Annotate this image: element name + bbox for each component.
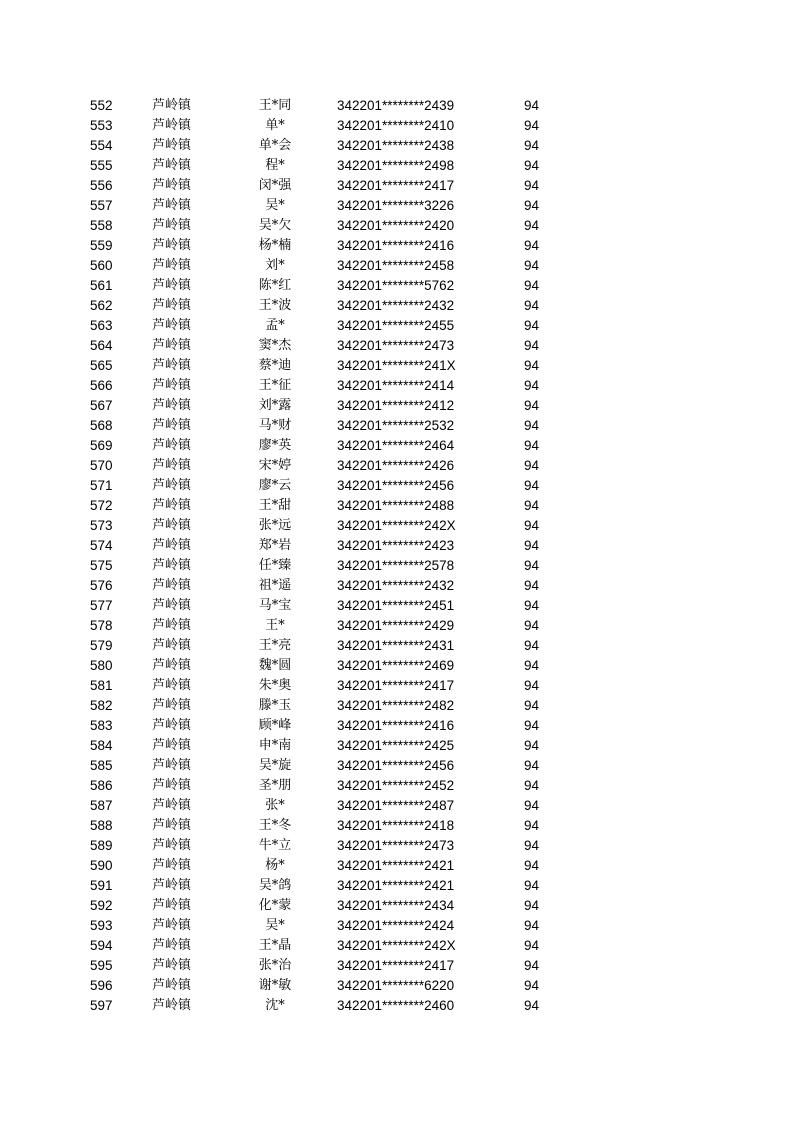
town-name: 芦岭镇 xyxy=(152,438,192,453)
person-name: 顾*峰 xyxy=(258,718,292,733)
person-name: 单*会 xyxy=(258,138,292,153)
id-number: 342201********2425 xyxy=(337,738,455,753)
town-name: 芦岭镇 xyxy=(152,798,192,813)
score-value: 94 xyxy=(524,878,540,893)
table-row xyxy=(0,416,794,436)
score-value: 94 xyxy=(524,198,540,213)
id-number: 342201********3226 xyxy=(337,198,455,213)
table-row xyxy=(0,256,794,276)
id-number: 342201********2469 xyxy=(337,658,455,673)
row-number: 588 xyxy=(90,818,113,833)
person-name: 牛*立 xyxy=(258,838,292,853)
row-number: 594 xyxy=(90,938,113,953)
table-row xyxy=(0,996,794,1016)
person-name: 吴* xyxy=(265,198,285,213)
score-value: 94 xyxy=(524,318,540,333)
score-value: 94 xyxy=(524,338,540,353)
id-number: 342201********2424 xyxy=(337,918,455,933)
id-number: 342201********2432 xyxy=(337,578,455,593)
id-number: 342201********6220 xyxy=(337,978,455,993)
table-row xyxy=(0,936,794,956)
person-name: 任*臻 xyxy=(258,558,292,573)
id-number: 342201********242X xyxy=(337,938,456,953)
row-number: 586 xyxy=(90,778,113,793)
row-number: 556 xyxy=(90,178,113,193)
id-number: 342201********2414 xyxy=(337,378,455,393)
person-name: 程* xyxy=(265,158,285,173)
table-row xyxy=(0,296,794,316)
row-number: 565 xyxy=(90,358,113,373)
person-name: 王* xyxy=(265,618,285,633)
score-value: 94 xyxy=(524,838,540,853)
row-number: 575 xyxy=(90,558,113,573)
town-name: 芦岭镇 xyxy=(152,318,192,333)
person-name: 窦*杰 xyxy=(258,338,292,353)
person-name: 吴* xyxy=(265,918,285,933)
town-name: 芦岭镇 xyxy=(152,478,192,493)
row-number: 580 xyxy=(90,658,113,673)
table-row xyxy=(0,656,794,676)
town-name: 芦岭镇 xyxy=(152,758,192,773)
table-row xyxy=(0,216,794,236)
score-value: 94 xyxy=(524,898,540,913)
row-number: 570 xyxy=(90,458,113,473)
table-row xyxy=(0,736,794,756)
row-number: 581 xyxy=(90,678,113,693)
id-number: 342201********2417 xyxy=(337,178,455,193)
table-row xyxy=(0,476,794,496)
id-number: 342201********2420 xyxy=(337,218,455,233)
table-row xyxy=(0,976,794,996)
table-row xyxy=(0,456,794,476)
town-name: 芦岭镇 xyxy=(152,258,192,273)
score-value: 94 xyxy=(524,298,540,313)
row-number: 572 xyxy=(90,498,113,513)
town-name: 芦岭镇 xyxy=(152,698,192,713)
row-number: 557 xyxy=(90,198,113,213)
town-name: 芦岭镇 xyxy=(152,558,192,573)
score-value: 94 xyxy=(524,238,540,253)
person-name: 刘*露 xyxy=(258,398,292,413)
score-value: 94 xyxy=(524,578,540,593)
row-number: 559 xyxy=(90,238,113,253)
id-number: 342201********2417 xyxy=(337,958,455,973)
person-name: 蔡*迪 xyxy=(258,358,292,373)
score-value: 94 xyxy=(524,438,540,453)
town-name: 芦岭镇 xyxy=(152,638,192,653)
score-value: 94 xyxy=(524,358,540,373)
id-number: 342201********2410 xyxy=(337,118,455,133)
row-number: 552 xyxy=(90,98,113,113)
person-name: 滕*玉 xyxy=(258,698,292,713)
town-name: 芦岭镇 xyxy=(152,518,192,533)
town-name: 芦岭镇 xyxy=(152,278,192,293)
row-number: 592 xyxy=(90,898,113,913)
id-number: 342201********2416 xyxy=(337,238,455,253)
row-number: 587 xyxy=(90,798,113,813)
town-name: 芦岭镇 xyxy=(152,778,192,793)
score-value: 94 xyxy=(524,958,540,973)
id-number: 342201********2429 xyxy=(337,618,455,633)
row-number: 578 xyxy=(90,618,113,633)
score-value: 94 xyxy=(524,858,540,873)
score-value: 94 xyxy=(524,538,540,553)
id-number: 342201********2434 xyxy=(337,898,455,913)
person-name: 郑*岩 xyxy=(258,538,292,553)
town-name: 芦岭镇 xyxy=(152,298,192,313)
row-number: 579 xyxy=(90,638,113,653)
score-value: 94 xyxy=(524,138,540,153)
table-row xyxy=(0,856,794,876)
table-row xyxy=(0,196,794,216)
town-name: 芦岭镇 xyxy=(152,378,192,393)
id-number: 342201********241X xyxy=(337,358,456,373)
row-number: 595 xyxy=(90,958,113,973)
person-name: 张*治 xyxy=(258,958,292,973)
person-name: 圣*朋 xyxy=(258,778,292,793)
person-name: 马*宝 xyxy=(258,598,292,613)
table-row xyxy=(0,136,794,156)
score-value: 94 xyxy=(524,678,540,693)
town-name: 芦岭镇 xyxy=(152,678,192,693)
row-number: 573 xyxy=(90,518,113,533)
score-value: 94 xyxy=(524,598,540,613)
id-number: 342201********2464 xyxy=(337,438,455,453)
person-name: 杨*楠 xyxy=(258,238,292,253)
town-name: 芦岭镇 xyxy=(152,498,192,513)
id-number: 342201********2458 xyxy=(337,258,455,273)
row-number: 564 xyxy=(90,338,113,353)
row-number: 566 xyxy=(90,378,113,393)
row-number: 584 xyxy=(90,738,113,753)
person-name: 杨* xyxy=(265,858,285,873)
score-value: 94 xyxy=(524,278,540,293)
person-name: 陈*红 xyxy=(258,278,292,293)
score-value: 94 xyxy=(524,718,540,733)
table-row xyxy=(0,576,794,596)
town-name: 芦岭镇 xyxy=(152,618,192,633)
person-name: 廖*英 xyxy=(258,438,292,453)
id-number: 342201********2412 xyxy=(337,398,455,413)
table-row xyxy=(0,236,794,256)
table-row xyxy=(0,716,794,736)
row-number: 574 xyxy=(90,538,113,553)
score-value: 94 xyxy=(524,258,540,273)
table-row xyxy=(0,536,794,556)
id-number: 342201********2431 xyxy=(337,638,455,653)
town-name: 芦岭镇 xyxy=(152,738,192,753)
town-name: 芦岭镇 xyxy=(152,658,192,673)
score-value: 94 xyxy=(524,178,540,193)
id-number: 342201********2482 xyxy=(337,698,455,713)
row-number: 583 xyxy=(90,718,113,733)
table-row xyxy=(0,616,794,636)
person-name: 祖*遥 xyxy=(258,578,292,593)
person-name: 廖*云 xyxy=(258,478,292,493)
id-number: 342201********5762 xyxy=(337,278,455,293)
score-value: 94 xyxy=(524,418,540,433)
town-name: 芦岭镇 xyxy=(152,458,192,473)
score-value: 94 xyxy=(524,98,540,113)
person-name: 王*亮 xyxy=(258,638,292,653)
id-number: 342201********2421 xyxy=(337,858,455,873)
score-value: 94 xyxy=(524,978,540,993)
row-number: 571 xyxy=(90,478,113,493)
person-name: 王*甜 xyxy=(258,498,292,513)
person-name: 马*财 xyxy=(258,418,292,433)
id-number: 342201********2488 xyxy=(337,498,455,513)
table-row xyxy=(0,896,794,916)
score-value: 94 xyxy=(524,658,540,673)
row-number: 554 xyxy=(90,138,113,153)
table-row xyxy=(0,696,794,716)
town-name: 芦岭镇 xyxy=(152,578,192,593)
score-value: 94 xyxy=(524,798,540,813)
table-row xyxy=(0,676,794,696)
person-name: 王*冬 xyxy=(258,818,292,833)
row-number: 590 xyxy=(90,858,113,873)
id-number: 342201********2473 xyxy=(337,338,455,353)
score-value: 94 xyxy=(524,938,540,953)
person-name: 吴*鸽 xyxy=(258,878,292,893)
person-name: 宋*婷 xyxy=(258,458,292,473)
town-name: 芦岭镇 xyxy=(152,138,192,153)
town-name: 芦岭镇 xyxy=(152,818,192,833)
row-number: 567 xyxy=(90,398,113,413)
town-name: 芦岭镇 xyxy=(152,418,192,433)
id-number: 342201********2452 xyxy=(337,778,455,793)
person-name: 单* xyxy=(265,118,285,133)
id-number: 342201********2532 xyxy=(337,418,455,433)
table-row xyxy=(0,636,794,656)
id-number: 342201********2421 xyxy=(337,878,455,893)
town-name: 芦岭镇 xyxy=(152,358,192,373)
table-row xyxy=(0,316,794,336)
id-number: 342201********2451 xyxy=(337,598,455,613)
table-row xyxy=(0,496,794,516)
town-name: 芦岭镇 xyxy=(152,998,192,1013)
town-name: 芦岭镇 xyxy=(152,878,192,893)
table-row xyxy=(0,756,794,776)
town-name: 芦岭镇 xyxy=(152,898,192,913)
town-name: 芦岭镇 xyxy=(152,958,192,973)
row-number: 582 xyxy=(90,698,113,713)
table-row xyxy=(0,556,794,576)
table-row xyxy=(0,916,794,936)
person-name: 沈* xyxy=(265,998,285,1013)
score-value: 94 xyxy=(524,738,540,753)
person-name: 朱*奥 xyxy=(258,678,292,693)
id-number: 342201********242X xyxy=(337,518,456,533)
row-number: 597 xyxy=(90,998,113,1013)
person-name: 吴*旋 xyxy=(258,758,292,773)
table-row xyxy=(0,376,794,396)
table-row xyxy=(0,796,794,816)
person-name: 张*远 xyxy=(258,518,292,533)
id-number: 342201********2473 xyxy=(337,838,455,853)
score-value: 94 xyxy=(524,218,540,233)
score-value: 94 xyxy=(524,378,540,393)
town-name: 芦岭镇 xyxy=(152,118,192,133)
table-row xyxy=(0,776,794,796)
person-name: 谢*敏 xyxy=(258,978,292,993)
id-number: 342201********2460 xyxy=(337,998,455,1013)
table-row xyxy=(0,176,794,196)
town-name: 芦岭镇 xyxy=(152,98,192,113)
table-row xyxy=(0,396,794,416)
table-row xyxy=(0,276,794,296)
id-number: 342201********2423 xyxy=(337,538,455,553)
table-row xyxy=(0,876,794,896)
id-number: 342201********2456 xyxy=(337,478,455,493)
score-value: 94 xyxy=(524,758,540,773)
table-row xyxy=(0,336,794,356)
table-row xyxy=(0,836,794,856)
id-number: 342201********2426 xyxy=(337,458,455,473)
table-row xyxy=(0,596,794,616)
town-name: 芦岭镇 xyxy=(152,718,192,733)
town-name: 芦岭镇 xyxy=(152,238,192,253)
row-number: 560 xyxy=(90,258,113,273)
id-number: 342201********2455 xyxy=(337,318,455,333)
person-name: 王*波 xyxy=(258,298,292,313)
town-name: 芦岭镇 xyxy=(152,978,192,993)
person-name: 王*征 xyxy=(258,378,292,393)
row-number: 576 xyxy=(90,578,113,593)
row-number: 585 xyxy=(90,758,113,773)
town-name: 芦岭镇 xyxy=(152,398,192,413)
table-row xyxy=(0,116,794,136)
score-value: 94 xyxy=(524,118,540,133)
person-name: 魏*圆 xyxy=(258,658,292,673)
id-number: 342201********2456 xyxy=(337,758,455,773)
row-number: 553 xyxy=(90,118,113,133)
town-name: 芦岭镇 xyxy=(152,538,192,553)
row-number: 593 xyxy=(90,918,113,933)
id-number: 342201********2498 xyxy=(337,158,455,173)
person-name: 王*晶 xyxy=(258,938,292,953)
score-value: 94 xyxy=(524,478,540,493)
table-row xyxy=(0,356,794,376)
town-name: 芦岭镇 xyxy=(152,178,192,193)
town-name: 芦岭镇 xyxy=(152,338,192,353)
row-number: 577 xyxy=(90,598,113,613)
score-value: 94 xyxy=(524,818,540,833)
id-number: 342201********2417 xyxy=(337,678,455,693)
town-name: 芦岭镇 xyxy=(152,938,192,953)
person-name: 张* xyxy=(265,798,285,813)
row-number: 555 xyxy=(90,158,113,173)
score-value: 94 xyxy=(524,618,540,633)
row-number: 561 xyxy=(90,278,113,293)
town-name: 芦岭镇 xyxy=(152,218,192,233)
table-row xyxy=(0,156,794,176)
id-number: 342201********2432 xyxy=(337,298,455,313)
score-value: 94 xyxy=(524,398,540,413)
row-number: 558 xyxy=(90,218,113,233)
table-row xyxy=(0,96,794,116)
town-name: 芦岭镇 xyxy=(152,858,192,873)
row-number: 569 xyxy=(90,438,113,453)
score-value: 94 xyxy=(524,558,540,573)
person-name: 申*南 xyxy=(258,738,292,753)
person-name: 孟* xyxy=(265,318,285,333)
score-value: 94 xyxy=(524,778,540,793)
id-number: 342201********2418 xyxy=(337,818,455,833)
row-number: 562 xyxy=(90,298,113,313)
score-value: 94 xyxy=(524,498,540,513)
row-number: 589 xyxy=(90,838,113,853)
table-row xyxy=(0,816,794,836)
row-number: 591 xyxy=(90,878,113,893)
town-name: 芦岭镇 xyxy=(152,838,192,853)
person-name: 吴*欠 xyxy=(258,218,292,233)
person-name: 闵*强 xyxy=(258,178,292,193)
score-value: 94 xyxy=(524,638,540,653)
person-name: 刘* xyxy=(265,258,285,273)
id-number: 342201********2438 xyxy=(337,138,455,153)
table-row xyxy=(0,956,794,976)
row-number: 568 xyxy=(90,418,113,433)
row-number: 596 xyxy=(90,978,113,993)
score-value: 94 xyxy=(524,918,540,933)
town-name: 芦岭镇 xyxy=(152,598,192,613)
id-number: 342201********2578 xyxy=(337,558,455,573)
score-value: 94 xyxy=(524,518,540,533)
table-row xyxy=(0,516,794,536)
table-row xyxy=(0,436,794,456)
score-value: 94 xyxy=(524,998,540,1013)
score-value: 94 xyxy=(524,458,540,473)
id-number: 342201********2487 xyxy=(337,798,455,813)
score-value: 94 xyxy=(524,698,540,713)
person-name: 王*同 xyxy=(258,98,292,113)
score-value: 94 xyxy=(524,158,540,173)
town-name: 芦岭镇 xyxy=(152,918,192,933)
town-name: 芦岭镇 xyxy=(152,158,192,173)
person-name: 化*蒙 xyxy=(258,898,292,913)
id-number: 342201********2439 xyxy=(337,98,455,113)
record-table xyxy=(0,96,794,1016)
id-number: 342201********2416 xyxy=(337,718,455,733)
row-number: 563 xyxy=(90,318,113,333)
town-name: 芦岭镇 xyxy=(152,198,192,213)
